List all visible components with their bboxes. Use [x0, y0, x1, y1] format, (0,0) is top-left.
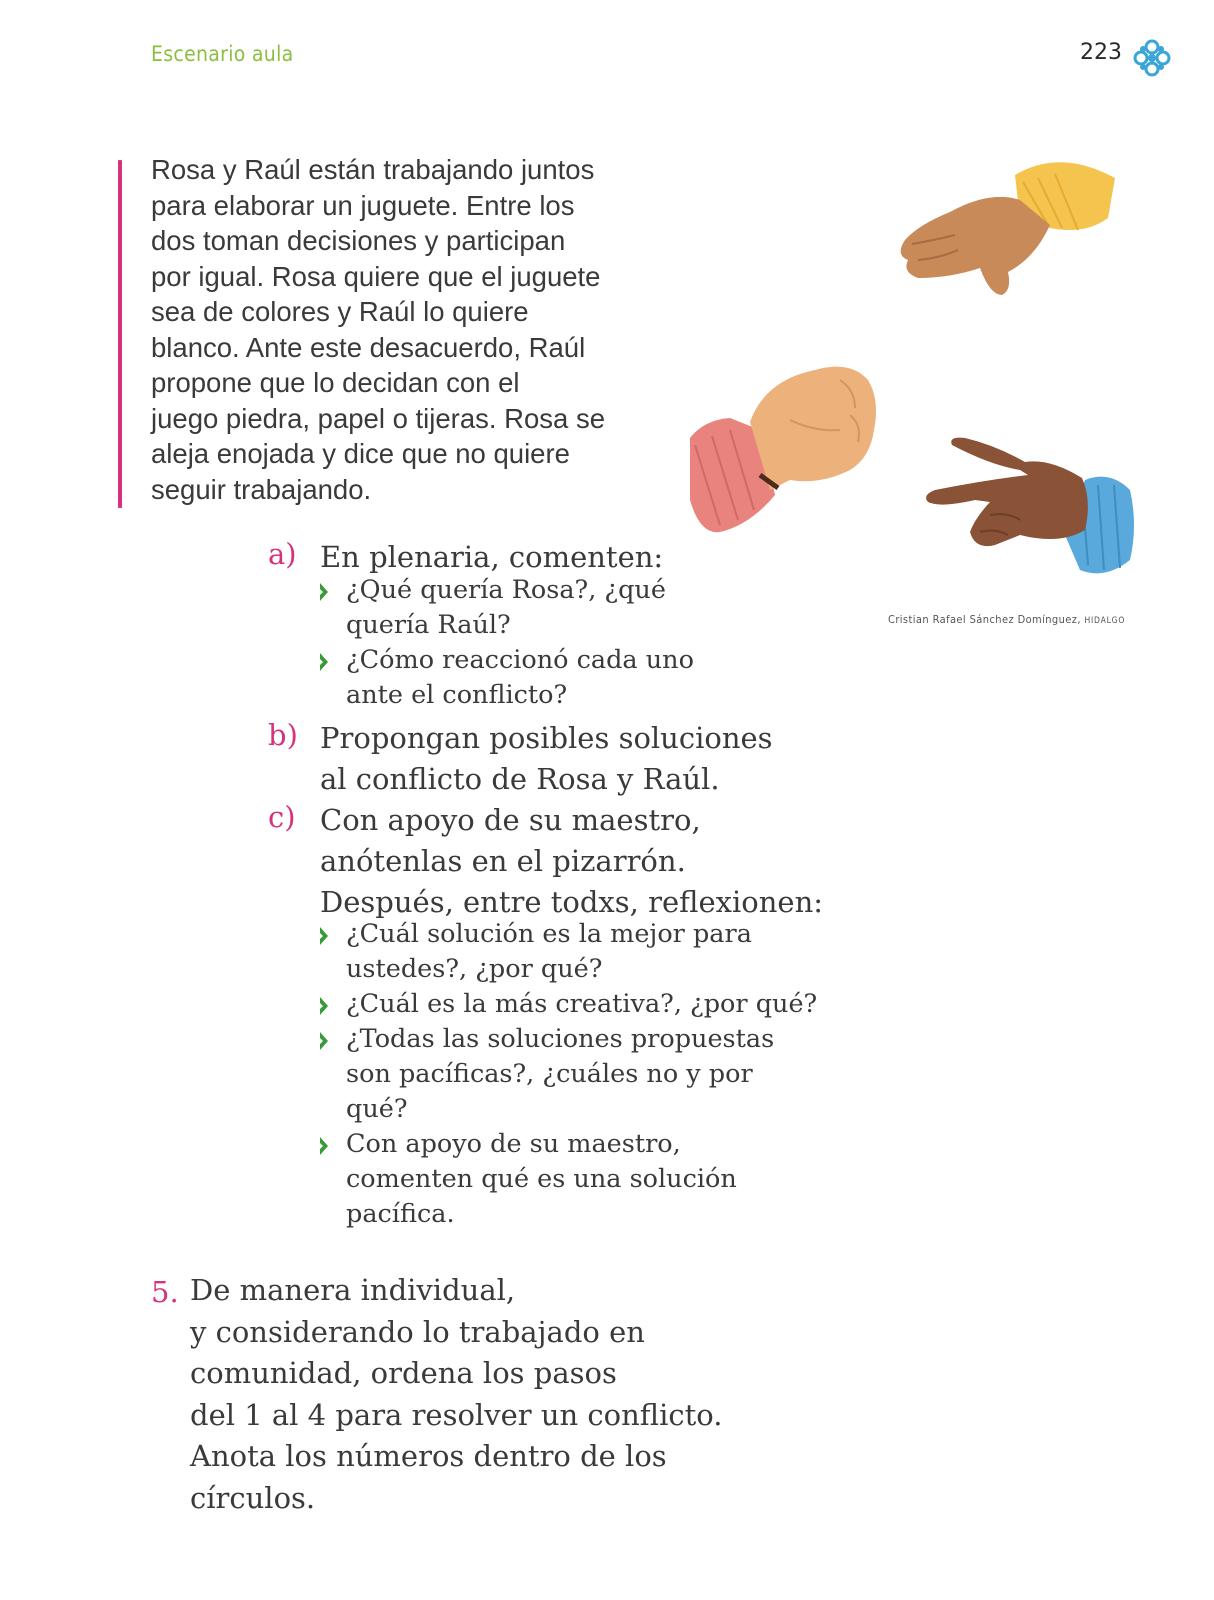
page-number: 223: [1080, 40, 1122, 65]
item-text: [320, 718, 773, 800]
illustration-credit: [888, 613, 1125, 626]
bullet-line: ¿Cuál es la más creativa?, ¿por qué?: [346, 989, 818, 1019]
story-line: por igual. Rosa quiere que el juguete: [151, 260, 601, 292]
item-line: anótenlas en el pizarrón.: [320, 844, 686, 878]
bullet-line: ante el conflicto?: [346, 680, 568, 710]
item-text: [320, 537, 663, 578]
bullet-line: ¿Cómo reaccionó cada uno: [346, 645, 694, 675]
story-line: propone que lo decidan con el: [151, 367, 520, 398]
story-line: juego piedra, papel o tijeras. Rosa se: [151, 402, 606, 434]
bullet-line: pacífica.: [346, 1199, 455, 1229]
paper-hand-icon: [901, 162, 1115, 295]
story-line: para elaborar un juguete. Entre los: [151, 189, 575, 221]
bullet-line: ustedes?, ¿por qué?: [346, 954, 603, 984]
bullet-line: ¿Cuál solución es la mejor para: [346, 919, 752, 949]
scissors-hand-icon: [926, 438, 1134, 574]
item-line: al conflicto de Rosa y Raúl.: [320, 762, 720, 796]
rock-paper-scissors-illustration: [690, 140, 1170, 600]
bullet-line: son pacíficas?, ¿cuáles no y por: [346, 1059, 753, 1089]
story-line: sea de colores y Raúl lo quiere: [151, 296, 529, 327]
item-letter: b): [268, 718, 298, 752]
question-line: comunidad, ordena los pasos: [190, 1356, 617, 1390]
flower-logo-icon: [1132, 38, 1172, 78]
question-line: De manera individual,: [190, 1273, 516, 1307]
story-paragraph: [151, 152, 671, 507]
bullet-line: ¿Qué quería Rosa?, ¿qué: [346, 575, 666, 605]
question-line: círculos.: [190, 1480, 316, 1515]
rock-hand-icon: [690, 367, 876, 533]
item-line: Con apoyo de su maestro,: [320, 803, 701, 837]
story-line: blanco. Ante este desacuerdo, Raúl: [151, 331, 586, 363]
item-letter: c): [268, 800, 296, 834]
item-line: En plenaria, comenten:: [320, 540, 664, 574]
story-line: dos toman decisiones y participan: [151, 225, 566, 256]
question-line: y considerando lo trabajado en: [190, 1314, 645, 1349]
story-line: seguir trabajando.: [151, 473, 372, 505]
item-text: [320, 800, 823, 923]
story-line: Rosa y Raúl están trabajando juntos: [151, 154, 595, 185]
chevron-right-icon: [318, 995, 330, 1017]
story-accent-bar: [118, 160, 122, 508]
question-line: Anota los números dentro de los: [190, 1439, 667, 1473]
bullet-line: comenten qué es una solución: [346, 1164, 737, 1194]
question-number: 5.: [151, 1275, 179, 1309]
item-line: Después, entre todxs, reflexionen:: [320, 885, 824, 919]
section-title: Escenario aula: [151, 42, 294, 66]
chevron-right-icon: [318, 1135, 330, 1157]
bullet-line: Con apoyo de su maestro,: [346, 1129, 681, 1159]
chevron-right-icon: [318, 1030, 330, 1052]
chevron-right-icon: [318, 581, 330, 603]
chevron-right-icon: [318, 651, 330, 673]
credit-name: Cristian Rafael Sánchez Domínguez,: [888, 613, 1081, 626]
question-text: [190, 1270, 722, 1519]
bullet-line: qué?: [346, 1094, 408, 1124]
chevron-right-icon: [318, 925, 330, 947]
item-letter: a): [268, 537, 297, 571]
bullet-line: ¿Todas las soluciones propuestas: [346, 1024, 775, 1054]
story-line: aleja enojada y dice que no quiere: [151, 438, 570, 469]
bullet-line: quería Raúl?: [346, 610, 511, 640]
item-line: Propongan posibles soluciones: [320, 721, 773, 755]
credit-state: HIDALGO: [1084, 616, 1126, 626]
question-line: del 1 al 4 para resolver un conflicto.: [190, 1397, 723, 1432]
